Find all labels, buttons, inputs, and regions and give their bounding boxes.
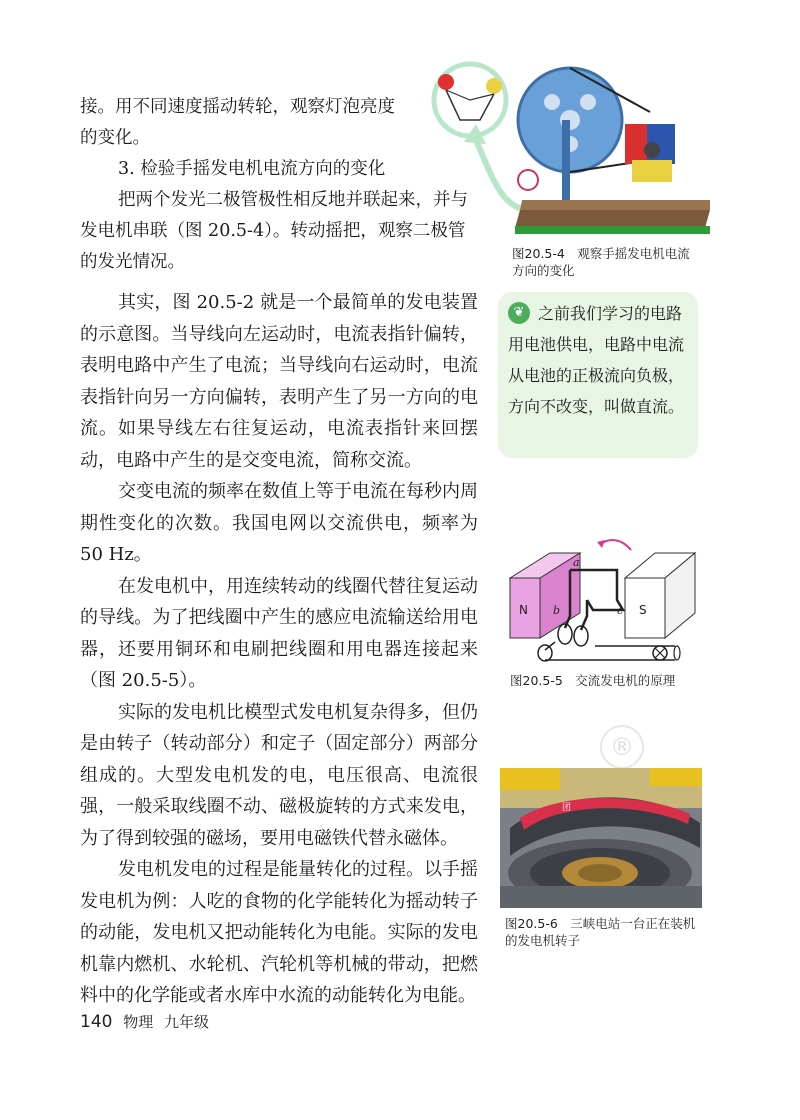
paragraph-1: 其实，图 20.5-2 就是一个最简单的发电装置的示意图。当导线向左运动时，电流表指针偏转，表明电路中产生了电流；当导线向右运动时，电流表指针向另一方向偏转，表明产生了另一方向的电流。如果导线左右往复运动，电流表指针来回摆动，电路中产生的是交变电流，简称交流。	[80, 292, 478, 471]
figure-20-5-6	[500, 768, 702, 908]
paragraph-2: 交变电流的频率在数值上等于电流在每秒内周期性变化的次数。我国电网以交流供电，频率为 50 Hz。	[80, 481, 478, 565]
label-s: S	[639, 603, 647, 617]
registered-watermark: ®	[600, 725, 644, 769]
experiment-paragraph: 把两个发光二极管极性相反地并联起来，并与发电机串联（图 20.5-4）。转动摇把，观察二极管的发光情况。	[80, 190, 468, 272]
subject-label: 物理	[123, 1013, 154, 1031]
label-a: a	[573, 556, 580, 569]
intro-line-1: 接。用不同速度摇动转轮，观察灯泡亮度	[80, 97, 395, 117]
main-body	[80, 287, 478, 1012]
paragraph-4: 实际的发电机比模型式发电机复杂得多，但仍是由转子（转动部分）和定子（固定部分）两部分组成的。大型发电机发的电，电压很高、电流很强，一般采取线圈不动、磁极旋转的方式来发电，为了得到较强的磁场，要用电磁铁代替永磁体。	[80, 701, 478, 849]
side-note	[498, 292, 698, 458]
label-n: N	[519, 603, 528, 617]
intro-line-2: 的变化。	[80, 128, 150, 148]
figure-20-5-5	[505, 538, 700, 668]
grade-label: 九年级	[164, 1013, 210, 1031]
figure-20-5-5-caption: 图20.5-5 交流发电机的原理	[510, 673, 676, 688]
figure-20-5-4-caption: 图20.5-4 观察手摇发电机电流方向的变化	[512, 246, 690, 278]
experiment-heading: 3. 检验手摇发电机电流方向的变化	[118, 159, 386, 179]
label-b: b	[553, 604, 561, 617]
intro-section	[80, 92, 468, 278]
page-footer	[80, 1011, 209, 1032]
label-c: c	[617, 604, 624, 617]
paragraph-3: 在发电机中，用连续转动的线圈代替往复运动的导线。为了把线圈中产生的感应电流输送给用电器，还要用铜环和电刷把线圈和用电器连接起来（图 20.5-5）。	[80, 575, 478, 691]
leaf-icon: ❦	[508, 302, 530, 324]
rotor-banner-text: 团	[562, 803, 572, 813]
paragraph-5: 发电机发电的过程是能量转化的过程。以手摇发电机为例：人吃的食物的化学能转化为摇动转子的动能，发电机又把动能转化为电能。实际的发电机靠内燃机、水轮机、汽轮机等机械的带动，把燃料中的化学能或者水库中水流的动能转化为电能。	[80, 859, 478, 1006]
figure-20-5-4	[420, 60, 710, 240]
side-note-text: 之前我们学习的电路用电池供电，电路中电流从电池的正极流向负极，方向不改变，叫做直流。	[508, 304, 685, 416]
page-number: 140	[80, 1012, 113, 1032]
figure-20-5-6-caption: 图20.5-6 三峡电站一台正在装机的发电机转子	[505, 916, 696, 948]
